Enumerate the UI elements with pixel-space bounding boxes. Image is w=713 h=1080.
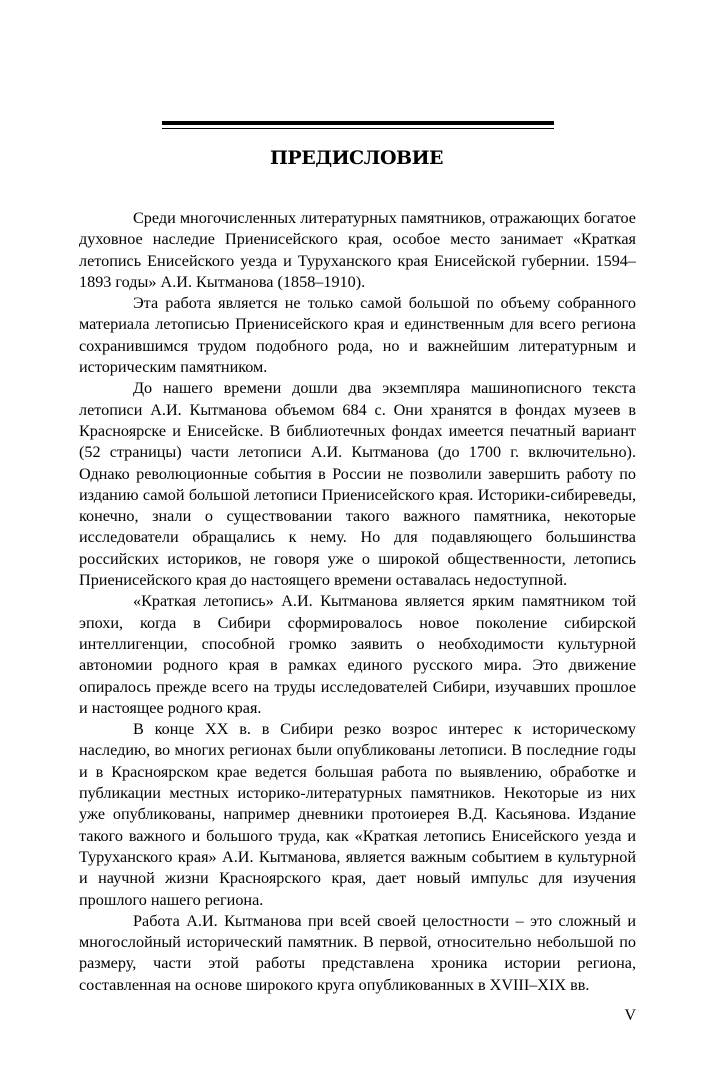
heading-rule-thin xyxy=(162,128,554,129)
paragraph-3: До нашего времени дошли два экземпляра машинописного текста летописи А.И. Кытманова объемом 684 с. Они хранятся в фондах музеев в Красноярске и Енисейске. В библиотечных фондах имеется печатный вариант (52 страницы) части летописи А.И. Кытманова (до 1700 г. включительно). Однако революционные события в России не позволили завершить работу по изданию самой большой летописи Приенисейского края. Историки-сибиреведы, конечно, знали о существовании такого важного памятника, некоторые исследователи обращались к нему. Но для подавляющего большинства российских историков, не говоря уже о широкой общественности, летопись Приенисейского края до настоящего времени оставалась недоступной. xyxy=(79,379,636,590)
page-heading: ПРЕДИСЛОВИЕ xyxy=(269,147,444,169)
page-number: V xyxy=(624,1007,636,1024)
body-text xyxy=(79,208,636,996)
paragraph-4: «Краткая летопись» А.И. Кытманова является ярким памятником той эпохи, когда в Сибири сформировалось новое поколение сибирской интеллигенции, способной громко заявить о необходимости культурной автономии родного края в рамках единого русского мира. Это движение опиралось прежде всего на труды исследователей Сибири, изучавших прошлое и настоящее родного края. xyxy=(79,592,636,717)
heading-rule-thick xyxy=(162,121,554,125)
paragraph-1: Среди многочисленных литературных памятников, отражающих богатое духовное наследие Приенисейского края, особое место занимает «Краткая летопись Енисейского уезда и Туруханского края Енисейской губернии. 1594–1893 годы» А.И. Кытманова (1858–1910). xyxy=(79,209,636,291)
paragraph-6: Работа А.И. Кытманова при всей своей целостности – это сложный и многослойный исторический памятник. В первой, относительно небольшой по размеру, части этой работы представлена хроника истории региона, составленная на основе широкого круга опубликованных в XVIII–XIX вв. xyxy=(79,911,636,994)
paragraph-5: В конце XX в. в Сибири резко возрос интерес к историческому наследию, во многих регионах были опубликованы летописи. В последние годы и в Красноярском крае ведется большая работа по выявлению, обработке и публикации местных историко-литературных памятников. Некоторые из них уже опубликованы, например дневники протоиерея В.Д. Касьянова. Издание такого важного и большого труда, как «Краткая летопись Енисейского уезда и Туруханского края» А.И. Кытманова, является важным событием в культурной и научной жизни Красноярского края, дает новый импульс для изучения прошлого нашего региона. xyxy=(79,720,636,909)
paragraph-2: Эта работа является не только самой большой по объему собранного материала летописью Приенисейского края и единственным для всего региона сохранившимся трудом подобного рода, но и важнейшим литературным и историческим памятником. xyxy=(79,294,636,377)
